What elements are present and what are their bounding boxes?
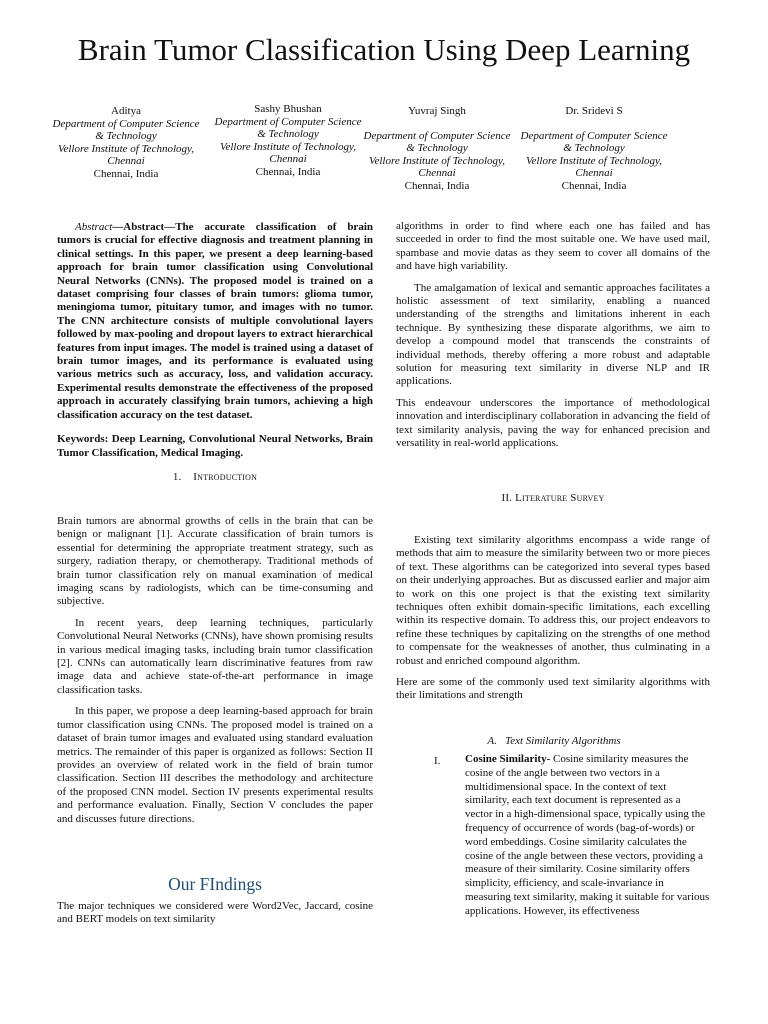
author-city: Chennai, India bbox=[93, 167, 159, 180]
author-inst: Vellore Institute of Technology, Chennai bbox=[219, 140, 357, 166]
intro-paragraph-3: In this paper, we propose a deep learning-based approach for brain tumor classification using CNNs. The proposed model is trained on a dataset of brain tumor images and evaluated using standard evaluation metrics. The remainder of this paper is organized as follows: Section II provides an overview of related work in the field of brain tumor classification. Section III describes the methodology and architecture of the proposed CNN model. Section IV presents experimental results and performance evaluation. Finally, Section V concludes the paper and discusses future directions. bbox=[57, 705, 373, 825]
subsection-heading: A. Text Similarity Algorithms bbox=[487, 735, 621, 747]
findings-text bbox=[57, 900, 373, 927]
author-name: Sashy Bhushan bbox=[254, 103, 322, 115]
author-city: Chennai, India bbox=[561, 179, 627, 192]
intro-heading: 1. Introduction bbox=[172, 471, 258, 483]
findings-heading: Our FIndings bbox=[168, 874, 262, 894]
keywords: Keywords: Deep Learning, Convolutional Neural Networks, Brain Tumor Classification, Medical Imaging. bbox=[57, 433, 373, 459]
author-name: Yuvraj Singh bbox=[408, 105, 466, 117]
author-dept: Department of Computer Science & Technology bbox=[214, 115, 362, 141]
lit-paragraph-1: Existing text similarity algorithms encompass a wide range of methods that aim to measure the similarity between two or more pieces of text. These algorithms can be categorized into several types based on their underlying approaches. But as discussed earlier and major aim to work on this one project is that the existing text similarity techniques often exhibit domain-specific limitations, each excelling within its respective domain. To address this, our project endeavors to refine these techniques by capitalizing on the strengths of one method to compensate for the weaknesses of another, thus culminating in a robust and enriched compound algorithm. bbox=[396, 534, 710, 667]
abstract-text: —Abstract—The accurate classification of brain tumors is crucial for effective diagnosis and treatment planning in clinical settings. In this paper, we present a deep learning-based approach for brain tumor classification using Convolutional Neural Networks (CNNs). The proposed model is trained on a dataset comprising four classes of brain tumors: glioma tumor, meningioma tumor, pituitary tumor, and images with no tumor. The CNN architecture consists of multiple convolutional layers followed by max-pooling and dropout layers to extract hierarchical features from input images. The model is trained using a dataset of brain tumor images, and its performance is evaluated using various metrics such as accuracy, loss, and validation accuracy. Experimental results demonstrate the effectiveness of the proposed approach in accurately classifying brain tumors, achieving a high classification accuracy on the test dataset. bbox=[57, 221, 373, 421]
literature-survey-body bbox=[396, 534, 710, 703]
lit-paragraph-2: Here are some of the commonly used text similarity algorithms with their limitations and strength bbox=[396, 676, 710, 702]
list-item bbox=[465, 753, 710, 919]
intro-paragraph-2: In recent years, deep learning techniques, particularly Convolutional Neural Networks (CNNs), have shown promising results in various medical imaging tasks, including brain tumor classification [2]. CNNs can automatically learn discriminative features from raw image data and achieve state-of-the-art performance in image classification tasks. bbox=[57, 616, 373, 696]
author-block-2 bbox=[213, 103, 363, 179]
author-name: Aditya bbox=[111, 105, 141, 117]
author-inst: Vellore Institute of Technology, Chennai bbox=[57, 142, 195, 168]
findings-paragraph: The major techniques we considered were Word2Vec, Jaccard, cosine and BERT models on text similarity bbox=[57, 900, 373, 926]
author-block-3 bbox=[362, 105, 512, 193]
author-dept: Department of Computer Science & Technology bbox=[52, 117, 200, 143]
author-city: Chennai, India bbox=[404, 179, 470, 192]
list-item-term: Cosine Similarity- bbox=[465, 753, 551, 765]
author-dept: Department of Computer Science & Technology bbox=[363, 129, 511, 155]
abstract-paragraph bbox=[57, 221, 373, 422]
abstract-label: Abstract bbox=[75, 221, 113, 233]
intro-paragraph-1: Brain tumors are abnormal growths of cells in the brain that can be benign or malignant [1]. Accurate classification of brain tumors is essential for determining the appropriate treatment strategy, such as surgery, radiation therapy, or chemotherapy. Traditional methods of brain tumor classification rely on manual examination of medical imaging scans by radiologists, which can be time-consuming and subjective. bbox=[57, 515, 373, 608]
list-item-text: Cosine similarity measures the cosine of the angle between two vectors in a multidimensional space. In the context of text similarity, each text document is represented as a vector in a high-dimensional space, typically using the frequency of occurrence of words (bag-of-words) or word embeddings. Cosine similarity calculates the cosine of the angle between these vectors, providing a measure of their similarity. Cosine similarity offers simplicity, efficiency, and scale-invariance in measuring text similarity, making it suitable for various applications. However, its effectiveness bbox=[465, 753, 710, 917]
paper-title: Brain Tumor Classification Using Deep Learning bbox=[77, 32, 691, 67]
author-city: Chennai, India bbox=[255, 165, 321, 178]
author-inst: Vellore Institute of Technology, Chennai bbox=[368, 154, 506, 180]
author-dept: Department of Computer Science & Technology bbox=[520, 129, 668, 155]
right-column-intro bbox=[396, 220, 710, 451]
author-inst: Vellore Institute of Technology, Chennai bbox=[525, 154, 663, 180]
author-name: Dr. Sridevi S bbox=[565, 105, 623, 117]
abstract bbox=[57, 221, 373, 460]
author-block-4 bbox=[519, 105, 669, 193]
right-paragraph-1: algorithms in order to find where each one has failed and has succeeded in order to find the most suitable one. We have used mail, spambase and movie datas as they seem to cover all domains of the and have high variability. bbox=[396, 220, 710, 273]
list-item-number: I. bbox=[434, 755, 441, 767]
right-paragraph-2: The amalgamation of lexical and semantic approaches facilitates a holistic assessment of text similarity, enabling a nuanced understanding of the strengths and limitations inherent in each technique. By synthesizing these disparate algorithms, we aim to develop a compound model that transcends the constraints of individual methods, thereby offering a more robust and adaptable solution for measuring text similarity in diverse NLP and IR applications. bbox=[396, 281, 710, 388]
introduction-body bbox=[57, 515, 373, 826]
literature-survey-heading: II. Literature Survey bbox=[501, 492, 605, 504]
right-paragraph-3: This endeavour underscores the importance of methodological innovation and interdisciplinary collaboration in advancing the field of text similarity analysis, paving the way for enhanced precision and versatility in real-world applications. bbox=[396, 396, 710, 450]
author-block-1 bbox=[51, 105, 201, 181]
